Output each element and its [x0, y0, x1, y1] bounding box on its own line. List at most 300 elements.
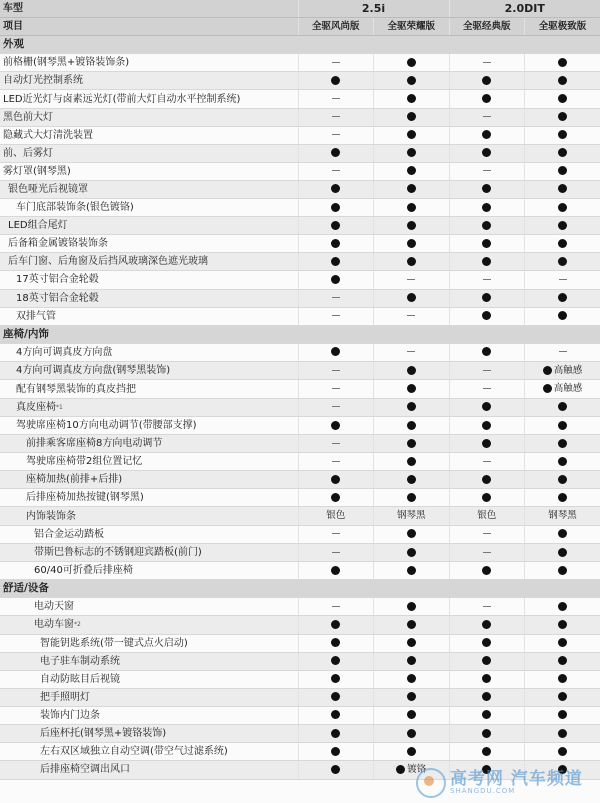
table-row	[0, 72, 600, 90]
standard-dot-icon	[543, 366, 552, 375]
feature-name	[0, 54, 298, 72]
value-cell	[525, 253, 600, 271]
value-cell	[449, 108, 525, 126]
value-cell	[449, 525, 525, 543]
value-text: 银色	[326, 510, 346, 522]
standard-dot-icon	[558, 529, 567, 538]
table-row	[0, 598, 600, 616]
value-cell	[525, 199, 600, 217]
value-cell	[374, 453, 450, 471]
value-cell	[525, 670, 600, 688]
value-cell	[525, 54, 600, 72]
value-cell	[449, 634, 525, 652]
feature-name	[0, 108, 298, 126]
value-text: 高触感	[553, 383, 583, 395]
value-cell	[525, 108, 600, 126]
standard-dot-icon	[407, 566, 416, 575]
value-cell	[298, 507, 374, 526]
standard-dot-icon	[407, 239, 416, 248]
table-row	[0, 688, 600, 706]
standard-dot-icon	[558, 747, 567, 756]
table-row	[0, 144, 600, 162]
value-cell	[374, 670, 450, 688]
value-cell	[449, 72, 525, 90]
value-cell	[298, 598, 374, 616]
feature-name	[0, 507, 298, 526]
table-row	[0, 525, 600, 543]
feature-label: 后车门窗、后角窗及后挡风玻璃深色遮光玻璃	[8, 256, 208, 268]
not-available-dash-icon	[332, 606, 340, 607]
standard-dot-icon	[331, 765, 340, 774]
value-cell	[525, 453, 600, 471]
feature-name	[0, 453, 298, 471]
table-row	[0, 562, 600, 580]
value-cell	[374, 489, 450, 507]
feature-label: 自动灯光控制系统	[3, 75, 83, 87]
standard-dot-icon	[558, 548, 567, 557]
not-available-dash-icon	[332, 170, 340, 171]
standard-dot-icon	[482, 184, 491, 193]
standard-dot-icon	[407, 76, 416, 85]
feature-label: 车门底部装饰条(银色镀铬)	[16, 202, 134, 214]
feature-name	[0, 489, 298, 507]
table-row	[0, 90, 600, 108]
value-cell	[449, 289, 525, 307]
feature-label: 4方向可调真皮方向盘(钢琴黑装饰)	[16, 365, 171, 377]
standard-dot-icon	[558, 692, 567, 701]
value-cell	[374, 688, 450, 706]
table-row	[0, 398, 600, 416]
value-cell	[298, 706, 374, 724]
standard-dot-icon	[482, 347, 491, 356]
value-cell	[298, 670, 374, 688]
standard-dot-icon	[407, 166, 416, 175]
value-cell	[449, 724, 525, 742]
value-cell	[525, 144, 600, 162]
table-row	[0, 361, 600, 380]
feature-label: 驾驶席座椅10方向电动调节(带腰部支撑)	[16, 420, 197, 432]
table-row	[0, 416, 600, 434]
standard-dot-icon	[558, 184, 567, 193]
value-cell	[525, 126, 600, 144]
feature-label: 隐藏式大灯清洗装置	[3, 129, 93, 141]
table-row	[0, 289, 600, 307]
not-available-dash-icon	[332, 116, 340, 117]
standard-dot-icon	[558, 493, 567, 502]
standard-dot-icon	[482, 76, 491, 85]
standard-dot-icon	[331, 729, 340, 738]
value-cell	[449, 162, 525, 180]
value-cell	[298, 453, 374, 471]
standard-dot-icon	[558, 166, 567, 175]
watermark-main: 高考网 汽车频道	[450, 769, 583, 789]
value-cell	[525, 235, 600, 253]
standard-dot-icon	[482, 148, 491, 157]
feature-label: 自动防眩目后视镜	[40, 673, 120, 685]
not-available-dash-icon	[483, 606, 491, 607]
value-cell	[449, 453, 525, 471]
value-cell	[374, 507, 450, 526]
value-cell	[298, 343, 374, 361]
feature-label: 18英寸铝合金轮毂	[16, 292, 99, 304]
value-cell	[374, 724, 450, 742]
value-cell	[298, 162, 374, 180]
standard-dot-icon	[407, 148, 416, 157]
feature-name	[0, 562, 298, 580]
value-cell	[374, 271, 450, 289]
standard-dot-icon	[558, 656, 567, 665]
not-available-dash-icon	[483, 461, 491, 462]
trim-header: 全驱荣耀版	[374, 18, 450, 36]
value-text: 银色	[477, 510, 497, 522]
table-row	[0, 634, 600, 652]
not-available-dash-icon	[332, 98, 340, 99]
standard-dot-icon	[558, 638, 567, 647]
not-available-dash-icon	[483, 552, 491, 553]
feature-label: 内饰装饰条	[26, 510, 76, 522]
value-text: 镀铬	[407, 764, 427, 776]
value-cell	[374, 235, 450, 253]
value-cell	[525, 343, 600, 361]
value-cell	[449, 343, 525, 361]
value-cell	[525, 217, 600, 235]
value-cell	[298, 235, 374, 253]
standard-dot-icon	[407, 293, 416, 302]
value-cell	[374, 652, 450, 670]
value-cell	[525, 435, 600, 453]
value-cell	[525, 507, 600, 526]
feature-name	[0, 616, 298, 634]
feature-label: 座椅加热(前排+后排)	[26, 474, 123, 486]
value-cell	[449, 688, 525, 706]
standard-dot-icon	[482, 638, 491, 647]
standard-dot-icon	[407, 493, 416, 502]
value-cell	[298, 90, 374, 108]
value-cell	[374, 743, 450, 761]
section-header	[0, 325, 600, 343]
standard-dot-icon	[407, 729, 416, 738]
table-row	[0, 453, 600, 471]
feature-label: 黑色前大灯	[3, 111, 53, 123]
feature-label: 把手照明灯	[40, 691, 90, 703]
value-cell	[449, 398, 525, 416]
standard-dot-icon	[558, 203, 567, 212]
feature-name	[0, 525, 298, 543]
standard-dot-icon	[331, 275, 340, 284]
value-cell	[374, 634, 450, 652]
standard-dot-icon	[407, 656, 416, 665]
standard-dot-icon	[407, 257, 416, 266]
standard-dot-icon	[331, 221, 340, 230]
value-cell	[449, 706, 525, 724]
value-cell	[298, 72, 374, 90]
feature-label: 电动天窗	[34, 601, 74, 613]
value-cell	[374, 199, 450, 217]
feature-label: 前排乘客席座椅8方向电动调节	[26, 438, 163, 450]
standard-dot-icon	[558, 421, 567, 430]
value-cell	[449, 253, 525, 271]
table-row	[0, 235, 600, 253]
watermark-sub: SHANGDU.COM	[450, 787, 516, 795]
table-row	[0, 652, 600, 670]
feature-label: 带斯巴鲁标志的不锈钢迎宾踏板(前门)	[34, 547, 202, 559]
standard-dot-icon	[407, 692, 416, 701]
feature-label: 前、后雾灯	[3, 147, 53, 159]
standard-dot-icon	[482, 692, 491, 701]
value-cell	[374, 307, 450, 325]
standard-dot-icon	[558, 76, 567, 85]
value-cell	[525, 616, 600, 634]
standard-dot-icon	[407, 475, 416, 484]
standard-dot-icon	[331, 76, 340, 85]
watermark-logo-icon	[416, 768, 446, 798]
value-cell	[374, 253, 450, 271]
feature-name	[0, 544, 298, 562]
standard-dot-icon	[482, 729, 491, 738]
group-header-2-5i: 2.5i	[298, 0, 449, 18]
header-row-groups	[0, 0, 600, 18]
feature-name	[0, 706, 298, 724]
value-cell	[374, 562, 450, 580]
standard-dot-icon	[558, 620, 567, 629]
not-available-dash-icon	[407, 279, 415, 280]
feature-label: 4方向可调真皮方向盘	[16, 346, 113, 358]
trim-header: 全驱极致版	[525, 18, 600, 36]
standard-dot-icon	[407, 203, 416, 212]
feature-label: 驾驶席座椅带2组位置记忆	[26, 456, 143, 468]
standard-dot-icon	[482, 475, 491, 484]
table-row	[0, 489, 600, 507]
value-cell	[525, 289, 600, 307]
value-cell	[298, 525, 374, 543]
value-cell	[449, 90, 525, 108]
feature-label: 装饰内门边条	[40, 709, 100, 721]
table-row	[0, 180, 600, 198]
not-available-dash-icon	[483, 116, 491, 117]
feature-name	[0, 398, 298, 416]
table-row	[0, 253, 600, 271]
value-cell	[525, 307, 600, 325]
standard-dot-icon	[407, 710, 416, 719]
value-cell	[449, 307, 525, 325]
standard-dot-icon	[558, 710, 567, 719]
standard-dot-icon	[331, 257, 340, 266]
value-cell	[298, 380, 374, 399]
site-watermark	[416, 767, 596, 799]
standard-dot-icon	[482, 439, 491, 448]
standard-dot-icon	[482, 566, 491, 575]
standard-dot-icon	[482, 620, 491, 629]
standard-dot-icon	[482, 747, 491, 756]
value-cell	[374, 380, 450, 399]
trim-header: 全驱风尚版	[298, 18, 374, 36]
standard-dot-icon	[331, 692, 340, 701]
value-cell	[525, 598, 600, 616]
value-cell	[298, 144, 374, 162]
not-available-dash-icon	[483, 370, 491, 371]
standard-dot-icon	[331, 493, 340, 502]
feature-label: 配有钢琴黑装饰的真皮挡把	[16, 383, 136, 395]
value-cell	[525, 90, 600, 108]
standard-dot-icon	[407, 638, 416, 647]
value-cell	[298, 289, 374, 307]
standard-dot-icon	[558, 566, 567, 575]
value-cell	[374, 706, 450, 724]
value-cell	[374, 398, 450, 416]
value-cell	[298, 416, 374, 434]
not-available-dash-icon	[332, 461, 340, 462]
value-cell	[298, 435, 374, 453]
value-cell	[298, 544, 374, 562]
standard-dot-icon	[407, 439, 416, 448]
value-cell	[374, 525, 450, 543]
value-text: 钢琴黑	[548, 510, 577, 522]
value-cell	[374, 598, 450, 616]
footnote-marker: *1	[56, 403, 63, 411]
table-row	[0, 343, 600, 361]
standard-dot-icon	[407, 94, 416, 103]
feature-name	[0, 72, 298, 90]
standard-dot-icon	[558, 475, 567, 484]
table-row	[0, 199, 600, 217]
value-cell	[298, 361, 374, 380]
feature-label: 后备箱金属镀铬装饰条	[8, 238, 108, 250]
value-text: 钢琴黑	[397, 510, 426, 522]
value-cell	[449, 217, 525, 235]
standard-dot-icon	[558, 674, 567, 683]
feature-name	[0, 670, 298, 688]
feature-label: 左右双区域独立自动空调(带空气过滤系统)	[40, 746, 228, 758]
value-cell	[374, 217, 450, 235]
not-available-dash-icon	[559, 279, 567, 280]
table-row	[0, 271, 600, 289]
value-cell	[298, 489, 374, 507]
section-header	[0, 580, 600, 598]
standard-dot-icon	[331, 710, 340, 719]
value-cell	[525, 724, 600, 742]
feature-name	[0, 634, 298, 652]
value-cell	[298, 108, 374, 126]
not-available-dash-icon	[483, 533, 491, 534]
feature-name	[0, 307, 298, 325]
value-cell	[298, 471, 374, 489]
standard-dot-icon	[558, 58, 567, 67]
standard-dot-icon	[482, 421, 491, 430]
table-row	[0, 544, 600, 562]
value-cell	[525, 162, 600, 180]
value-cell	[374, 108, 450, 126]
not-available-dash-icon	[483, 170, 491, 171]
standard-dot-icon	[331, 475, 340, 484]
value-cell	[449, 180, 525, 198]
table-row	[0, 670, 600, 688]
standard-dot-icon	[482, 311, 491, 320]
value-cell	[374, 435, 450, 453]
not-available-dash-icon	[332, 315, 340, 316]
value-cell	[374, 343, 450, 361]
standard-dot-icon	[558, 402, 567, 411]
standard-dot-icon	[482, 130, 491, 139]
table-row	[0, 507, 600, 526]
standard-dot-icon	[331, 747, 340, 756]
feature-label: 真皮座椅	[16, 401, 56, 413]
value-cell	[449, 235, 525, 253]
not-available-dash-icon	[483, 279, 491, 280]
section-header	[0, 36, 600, 54]
value-cell	[525, 688, 600, 706]
feature-label: 17英寸铝合金轮毂	[16, 274, 99, 286]
value-cell	[449, 489, 525, 507]
feature-label: 银色哑光后视镜罩	[8, 183, 88, 195]
feature-name	[0, 90, 298, 108]
table-row	[0, 54, 600, 72]
feature-name	[0, 380, 298, 399]
feature-name	[0, 180, 298, 198]
value-cell	[298, 616, 374, 634]
standard-dot-icon	[331, 566, 340, 575]
standard-dot-icon	[482, 674, 491, 683]
table-row	[0, 616, 600, 634]
standard-dot-icon	[407, 366, 416, 375]
standard-dot-icon	[482, 239, 491, 248]
table-row	[0, 380, 600, 399]
value-cell	[449, 271, 525, 289]
value-cell	[525, 471, 600, 489]
value-cell	[525, 489, 600, 507]
standard-dot-icon	[482, 221, 491, 230]
feature-name	[0, 652, 298, 670]
value-cell	[374, 289, 450, 307]
not-available-dash-icon	[332, 134, 340, 135]
feature-name	[0, 416, 298, 434]
value-cell	[449, 616, 525, 634]
footnote-marker: *2	[74, 621, 81, 629]
value-cell	[449, 471, 525, 489]
standard-dot-icon	[407, 184, 416, 193]
standard-dot-icon	[331, 620, 340, 629]
table-row	[0, 435, 600, 453]
feature-name	[0, 126, 298, 144]
standard-dot-icon	[331, 638, 340, 647]
value-cell	[525, 652, 600, 670]
standard-dot-icon	[558, 293, 567, 302]
standard-dot-icon	[558, 311, 567, 320]
value-cell	[449, 435, 525, 453]
value-cell	[298, 271, 374, 289]
standard-dot-icon	[558, 148, 567, 157]
standard-dot-icon	[558, 112, 567, 121]
feature-name	[0, 199, 298, 217]
table-row	[0, 126, 600, 144]
not-available-dash-icon	[407, 351, 415, 352]
standard-dot-icon	[543, 384, 552, 393]
value-cell	[525, 271, 600, 289]
feature-label: 铝合金运动踏板	[34, 528, 104, 540]
table-row	[0, 108, 600, 126]
value-cell	[298, 652, 374, 670]
value-cell	[449, 199, 525, 217]
feature-name	[0, 688, 298, 706]
standard-dot-icon	[407, 221, 416, 230]
value-cell	[525, 706, 600, 724]
not-available-dash-icon	[483, 62, 491, 63]
table-row	[0, 706, 600, 724]
feature-name	[0, 253, 298, 271]
value-cell	[374, 126, 450, 144]
value-cell	[449, 507, 525, 526]
value-cell	[525, 743, 600, 761]
value-cell	[449, 562, 525, 580]
